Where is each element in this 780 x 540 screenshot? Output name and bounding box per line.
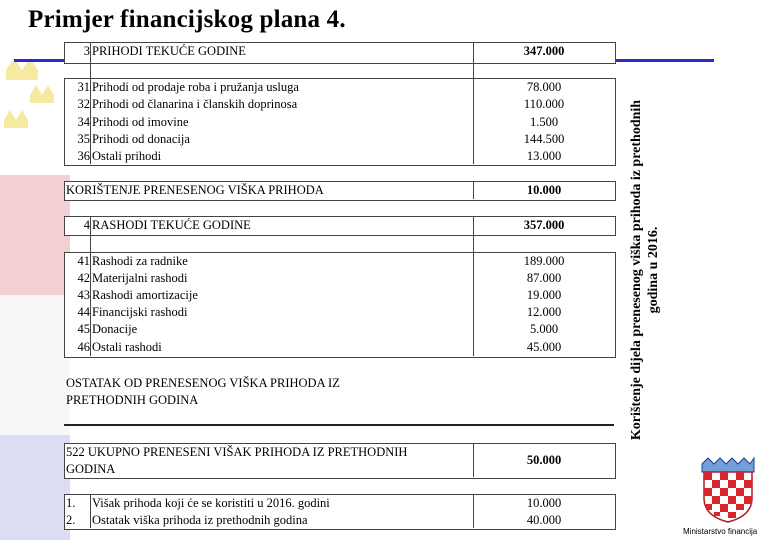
row-value: 5.000 [529, 322, 559, 336]
expenses-label: RASHODI TEKUĆE GODINE [92, 218, 251, 232]
page-title: Primjer financijskog plana 4. [28, 6, 346, 33]
table-row [64, 79, 614, 96]
row-label: Rashodi amortizacije [92, 288, 198, 302]
total-surplus-code: 522 [66, 445, 85, 459]
row-label: Prihodi od prodaje roba i pružanja usluga [92, 80, 299, 94]
table-row [64, 114, 614, 131]
table-row [64, 148, 614, 165]
row-label: Donacije [92, 322, 138, 336]
total-surplus-line-2: GODINA [66, 462, 116, 476]
row-label: Financijski rashodi [92, 305, 188, 319]
row-value: 19.000 [526, 288, 562, 302]
row-value: 45.000 [526, 340, 562, 354]
crown-icon [702, 458, 754, 472]
row-label: Ostali prihodi [92, 149, 162, 163]
row-code: 34 [77, 115, 90, 129]
surplus-used-label: KORIŠTENJE PRENESENOG VIŠKA PRIHODA [66, 183, 324, 197]
row-value: 12.000 [526, 305, 562, 319]
table-row [64, 270, 614, 287]
logo-caption: Ministarstvo financija [683, 527, 758, 536]
expenses-code: 4 [83, 218, 90, 232]
row-label: Ostatak viška prihoda iz prethodnih godina [92, 513, 308, 527]
table-row [64, 304, 614, 321]
table-row [64, 321, 614, 338]
row-code: 32 [77, 97, 90, 111]
row-value: 189.000 [523, 254, 565, 268]
remaining-line-2: PRETHODNIH GODINA [66, 393, 199, 407]
table-row [64, 96, 614, 113]
row-value: 13.000 [526, 149, 562, 163]
row-value: 1.500 [529, 115, 559, 129]
row-label: Ostali rashodi [92, 340, 162, 354]
row-code: 43 [77, 288, 90, 302]
income-label: PRIHODI TEKUĆE GODINE [92, 44, 246, 58]
table-row [64, 131, 614, 148]
row-label: Prihodi od donacija [92, 132, 190, 146]
row-label: Prihodi od članarina i članskih doprinosa [92, 97, 298, 111]
row-value: 10.000 [526, 496, 562, 510]
income-code: 3 [83, 44, 90, 58]
separator-line [64, 424, 614, 426]
remaining-line-1: OSTATAK OD PRENESENOG VIŠKA PRIHODA IZ [66, 376, 340, 390]
row-label: Rashodi za radnike [92, 254, 188, 268]
row-value: 40.000 [526, 513, 562, 527]
row-value: 87.000 [526, 271, 562, 285]
row-code: 35 [77, 132, 90, 146]
total-surplus-line-1: UKUPNO PRENESENI VIŠAK PRIHODA IZ PRETHODNIH [87, 445, 408, 459]
background-decoration [0, 0, 70, 540]
row-code: 2. [66, 513, 76, 527]
row-label: Prihodi od imovine [92, 115, 189, 129]
row-value: 110.000 [523, 97, 565, 111]
row-value: 144.500 [523, 132, 565, 146]
row-label: Materijalni rashodi [92, 271, 188, 285]
row-value: 78.000 [526, 80, 562, 94]
row-code: 41 [77, 254, 90, 268]
side-note [628, 35, 662, 505]
table-row [64, 253, 614, 270]
side-note-line-1: Korištenje dijela prenesenog viška prihoda iz prethodnih [629, 99, 644, 441]
row-code: 44 [77, 305, 90, 319]
row-code: 31 [77, 80, 90, 94]
row-code: 42 [77, 271, 90, 285]
side-note-line-2: godina u 2016. [646, 226, 661, 314]
income-total: 347.000 [523, 44, 565, 58]
row-code: 36 [77, 149, 90, 163]
table-row [64, 287, 614, 304]
coat-of-arms-icon [700, 456, 756, 524]
row-label: Višak prihoda koji će se koristiti u 2016. godini [92, 496, 330, 510]
row-code: 46 [77, 340, 90, 354]
table-row [64, 512, 614, 529]
row-code: 1. [66, 496, 76, 510]
table-row [64, 339, 614, 356]
total-surplus-value: 50.000 [526, 453, 562, 467]
surplus-used-value: 10.000 [526, 183, 562, 197]
table-row [64, 495, 614, 512]
row-code: 45 [77, 322, 90, 336]
expenses-total: 357.000 [523, 218, 565, 232]
